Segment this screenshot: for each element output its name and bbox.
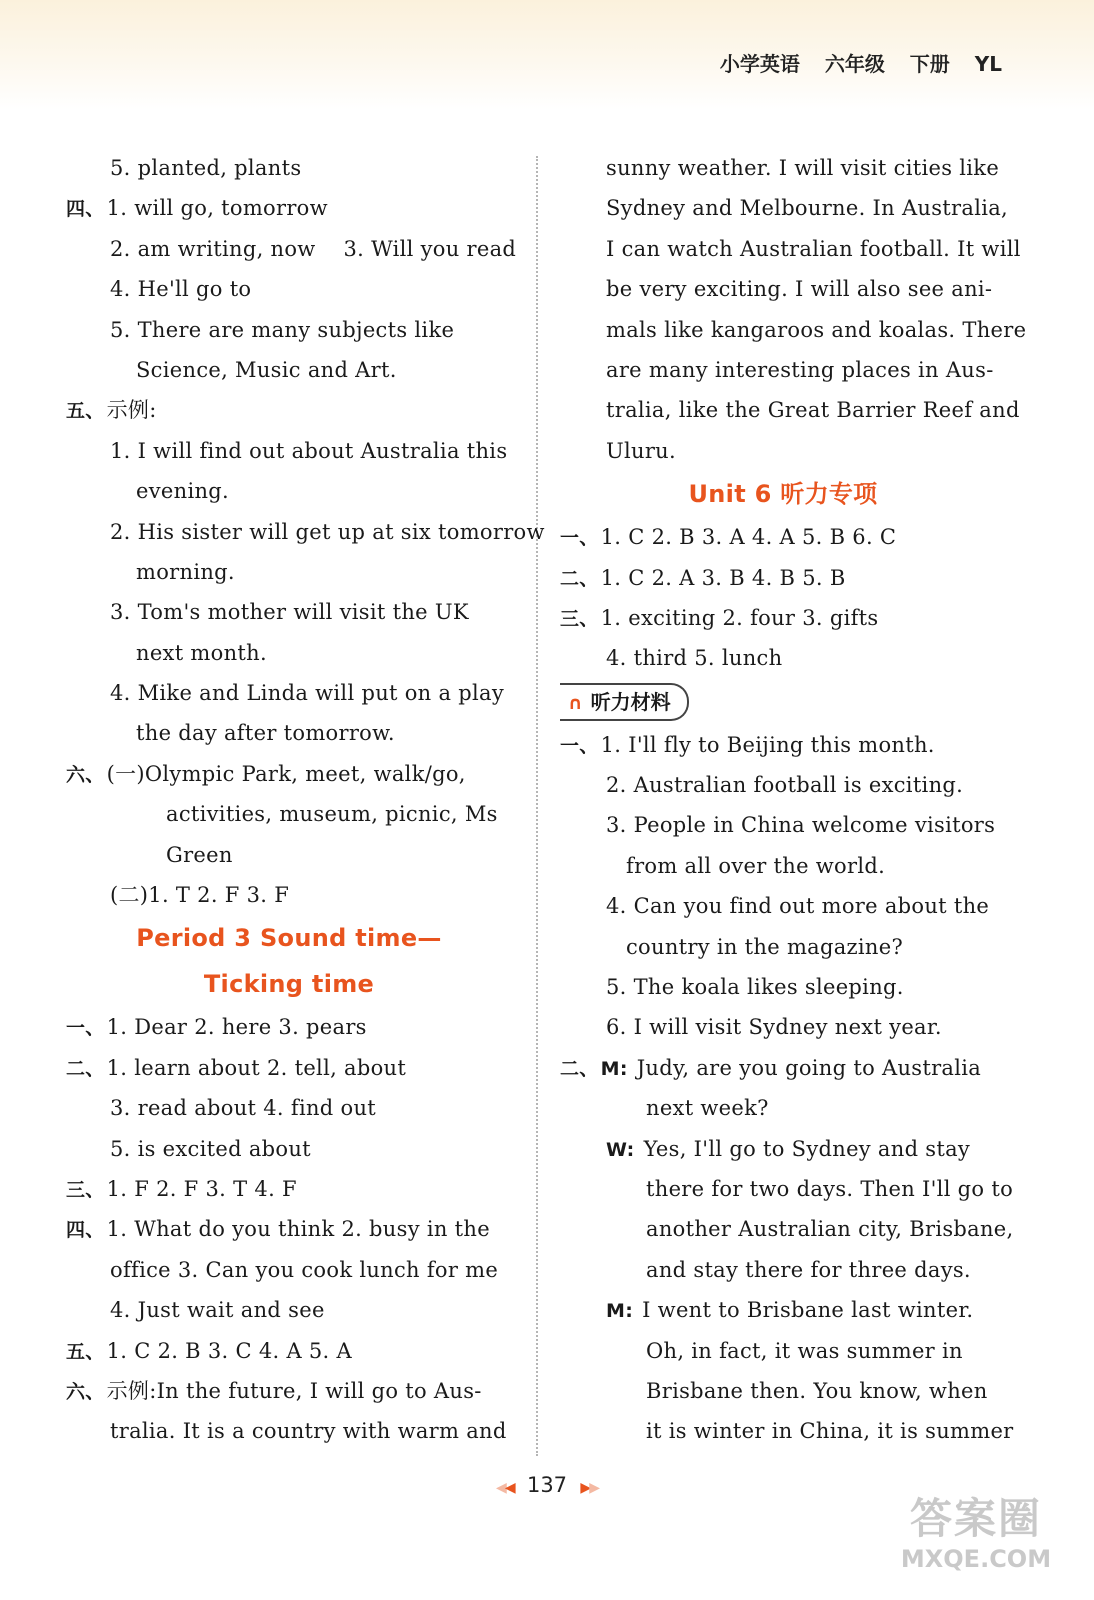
section-mark: 二、 xyxy=(560,567,599,590)
page-header xyxy=(702,48,1002,77)
answer-line: 四、1. What do you think 2. busy in the xyxy=(66,1217,490,1242)
dialogue-line: and stay there for three days. xyxy=(646,1257,971,1282)
answer-line: 五、1. C 2. B 3. C 4. A 5. A xyxy=(66,1338,352,1363)
answer-line: 3. Tom's mother will visit the UK xyxy=(110,600,469,625)
arrow-left-icon: ◀ xyxy=(496,1480,505,1496)
arrow-left-icon: ◀ xyxy=(504,1480,514,1496)
section-mark: 二、 xyxy=(66,1057,105,1080)
listening-badge-row xyxy=(560,679,1006,725)
answer-line: 2. am writing, now 3. Will you read xyxy=(110,236,517,261)
answer-line: the day after tomorrow. xyxy=(136,721,395,746)
answer-line: 5. planted, plants xyxy=(110,156,302,180)
answer-line: 6. I will visit Sydney next year. xyxy=(606,1015,942,1040)
answer-line: next month. xyxy=(136,640,267,665)
speaker-label: W: xyxy=(606,1138,635,1161)
answer-line: activities, museum, picnic, Ms xyxy=(166,802,498,827)
right-column xyxy=(560,148,1027,1452)
section-mark: 三、 xyxy=(66,1178,105,1201)
answer-line: 六、示例:In the future, I will go to Aus- xyxy=(66,1378,482,1403)
answer-line: 5. There are many subjects like xyxy=(110,317,455,342)
answer-line: 六、(一)Olympic Park, meet, walk/go, xyxy=(66,761,466,786)
section-mark: 一、 xyxy=(560,527,599,550)
answer-line: I can watch Australian football. It will xyxy=(606,236,1021,261)
dialogue-line: W: Yes, I'll go to Sydney and stay xyxy=(606,1136,971,1161)
answer-line: tralia. It is a country with warm and xyxy=(110,1419,507,1444)
dialogue-line: M: I went to Brisbane last winter. xyxy=(606,1298,974,1323)
section-title: Unit 6 听力专项 xyxy=(688,480,878,509)
header-edition: YL xyxy=(974,52,1002,76)
answer-line: 4. third 5. lunch xyxy=(606,646,783,671)
answer-line: office 3. Can you cook lunch for me xyxy=(110,1257,499,1282)
speaker-label: M: xyxy=(606,1300,634,1323)
section-mark: 四、 xyxy=(66,198,105,221)
watermark-url: MXQE.COM xyxy=(900,1545,1052,1573)
section-title: Ticking time xyxy=(203,970,375,999)
dialogue-line: 二、 M: Judy, are you going to Australia xyxy=(560,1055,982,1080)
watermark-logo xyxy=(892,1494,1060,1586)
answer-line: 2. Australian football is exciting. xyxy=(606,773,964,798)
dialogue-line: there for two days. Then I'll go to xyxy=(646,1176,1014,1201)
answer-line: 五、示例: xyxy=(66,398,157,423)
section-mark: 三、 xyxy=(560,607,599,630)
section-title: Period 3 Sound time— xyxy=(136,924,442,953)
answer-line: 2. His sister will get up at six tomorrow xyxy=(110,519,545,544)
answer-line: 四、1. will go, tomorrow xyxy=(66,196,328,221)
answer-line: 二、1. C 2. A 3. B 4. B 5. B xyxy=(560,565,846,590)
answer-line: mals like kangaroos and koalas. There xyxy=(606,317,1027,342)
section-mark: 四、 xyxy=(66,1219,105,1242)
answer-line: Uluru. xyxy=(606,438,676,463)
answer-line: 4. He'll go to xyxy=(110,277,252,302)
dialogue-line: Brisbane then. You know, when xyxy=(646,1378,988,1403)
answer-line: be very exciting. I will also see ani- xyxy=(606,277,993,302)
answer-line: tralia, like the Great Barrier Reef and xyxy=(606,398,1020,423)
column-divider xyxy=(536,156,538,1456)
answer-line: Sydney and Melbourne. In Australia, xyxy=(606,196,1009,221)
answer-line: 1. I will find out about Australia this xyxy=(110,438,508,463)
dialogue-line: Oh, in fact, it was summer in xyxy=(646,1338,963,1363)
section-mark: 六、 xyxy=(66,763,105,786)
answer-line: sunny weather. I will visit cities like xyxy=(606,156,1000,180)
answer-line: 一、1. Dear 2. here 3. pears xyxy=(66,1015,367,1040)
answer-line: 3. read about 4. find out xyxy=(110,1096,377,1121)
answer-line: 三、1. F 2. F 3. T 4. F xyxy=(66,1176,297,1201)
section-mark: 五、 xyxy=(66,400,105,423)
answer-line: from all over the world. xyxy=(626,853,886,878)
answer-line: morning. xyxy=(136,559,235,584)
answer-line: 二、1. learn about 2. tell, about xyxy=(66,1055,407,1080)
page-number: 137 xyxy=(526,1473,568,1497)
section-mark: 五、 xyxy=(66,1340,105,1363)
header-volume: 下册 xyxy=(909,52,950,76)
arrow-right-icon: ▶ xyxy=(589,1480,598,1496)
answer-line: (二)1. T 2. F 3. F xyxy=(110,883,290,908)
header-grade: 六年级 xyxy=(824,52,885,76)
answer-line: 4. Just wait and see xyxy=(110,1298,325,1323)
answer-line: evening. xyxy=(136,479,230,504)
speaker-label: M: xyxy=(600,1057,628,1080)
watermark-text: 答案圈 xyxy=(909,1494,1042,1543)
answer-line: Green xyxy=(166,842,233,867)
listening-material-badge: ∩ 听力材料 xyxy=(560,683,689,721)
answer-line: 5. The koala likes sleeping. xyxy=(606,975,904,1000)
dialogue-line: another Australian city, Brisbane, xyxy=(646,1217,1014,1242)
header-subject: 小学英语 xyxy=(719,52,800,76)
section-mark: 二、 xyxy=(560,1057,599,1080)
answer-line: 4. Mike and Linda will put on a play xyxy=(110,681,505,706)
answer-line: are many interesting places in Aus- xyxy=(606,357,994,382)
answer-line: 一、1. C 2. B 3. A 4. A 5. B 6. C xyxy=(560,525,897,550)
dialogue-line: next week? xyxy=(646,1096,769,1121)
dialogue-line: it is winter in China, it is summer xyxy=(646,1419,1014,1444)
arrow-right-icon: ▶ xyxy=(580,1480,590,1496)
answer-line: 4. Can you find out more about the xyxy=(606,894,990,919)
left-column xyxy=(66,148,545,1452)
answer-line: 三、1. exciting 2. four 3. gifts xyxy=(560,605,879,630)
section-mark: 六、 xyxy=(66,1380,105,1403)
section-mark: 一、 xyxy=(560,734,599,757)
answer-line: 一、1. I'll fly to Beijing this month. xyxy=(560,732,935,757)
answer-line: 5. is excited about xyxy=(110,1136,311,1161)
answer-line: 3. People in China welcome visitors xyxy=(606,813,996,838)
headphones-icon: ∩ xyxy=(568,692,583,714)
answer-line: Science, Music and Art. xyxy=(136,357,397,382)
section-mark: 一、 xyxy=(66,1017,105,1040)
answer-line: country in the magazine? xyxy=(626,934,904,959)
